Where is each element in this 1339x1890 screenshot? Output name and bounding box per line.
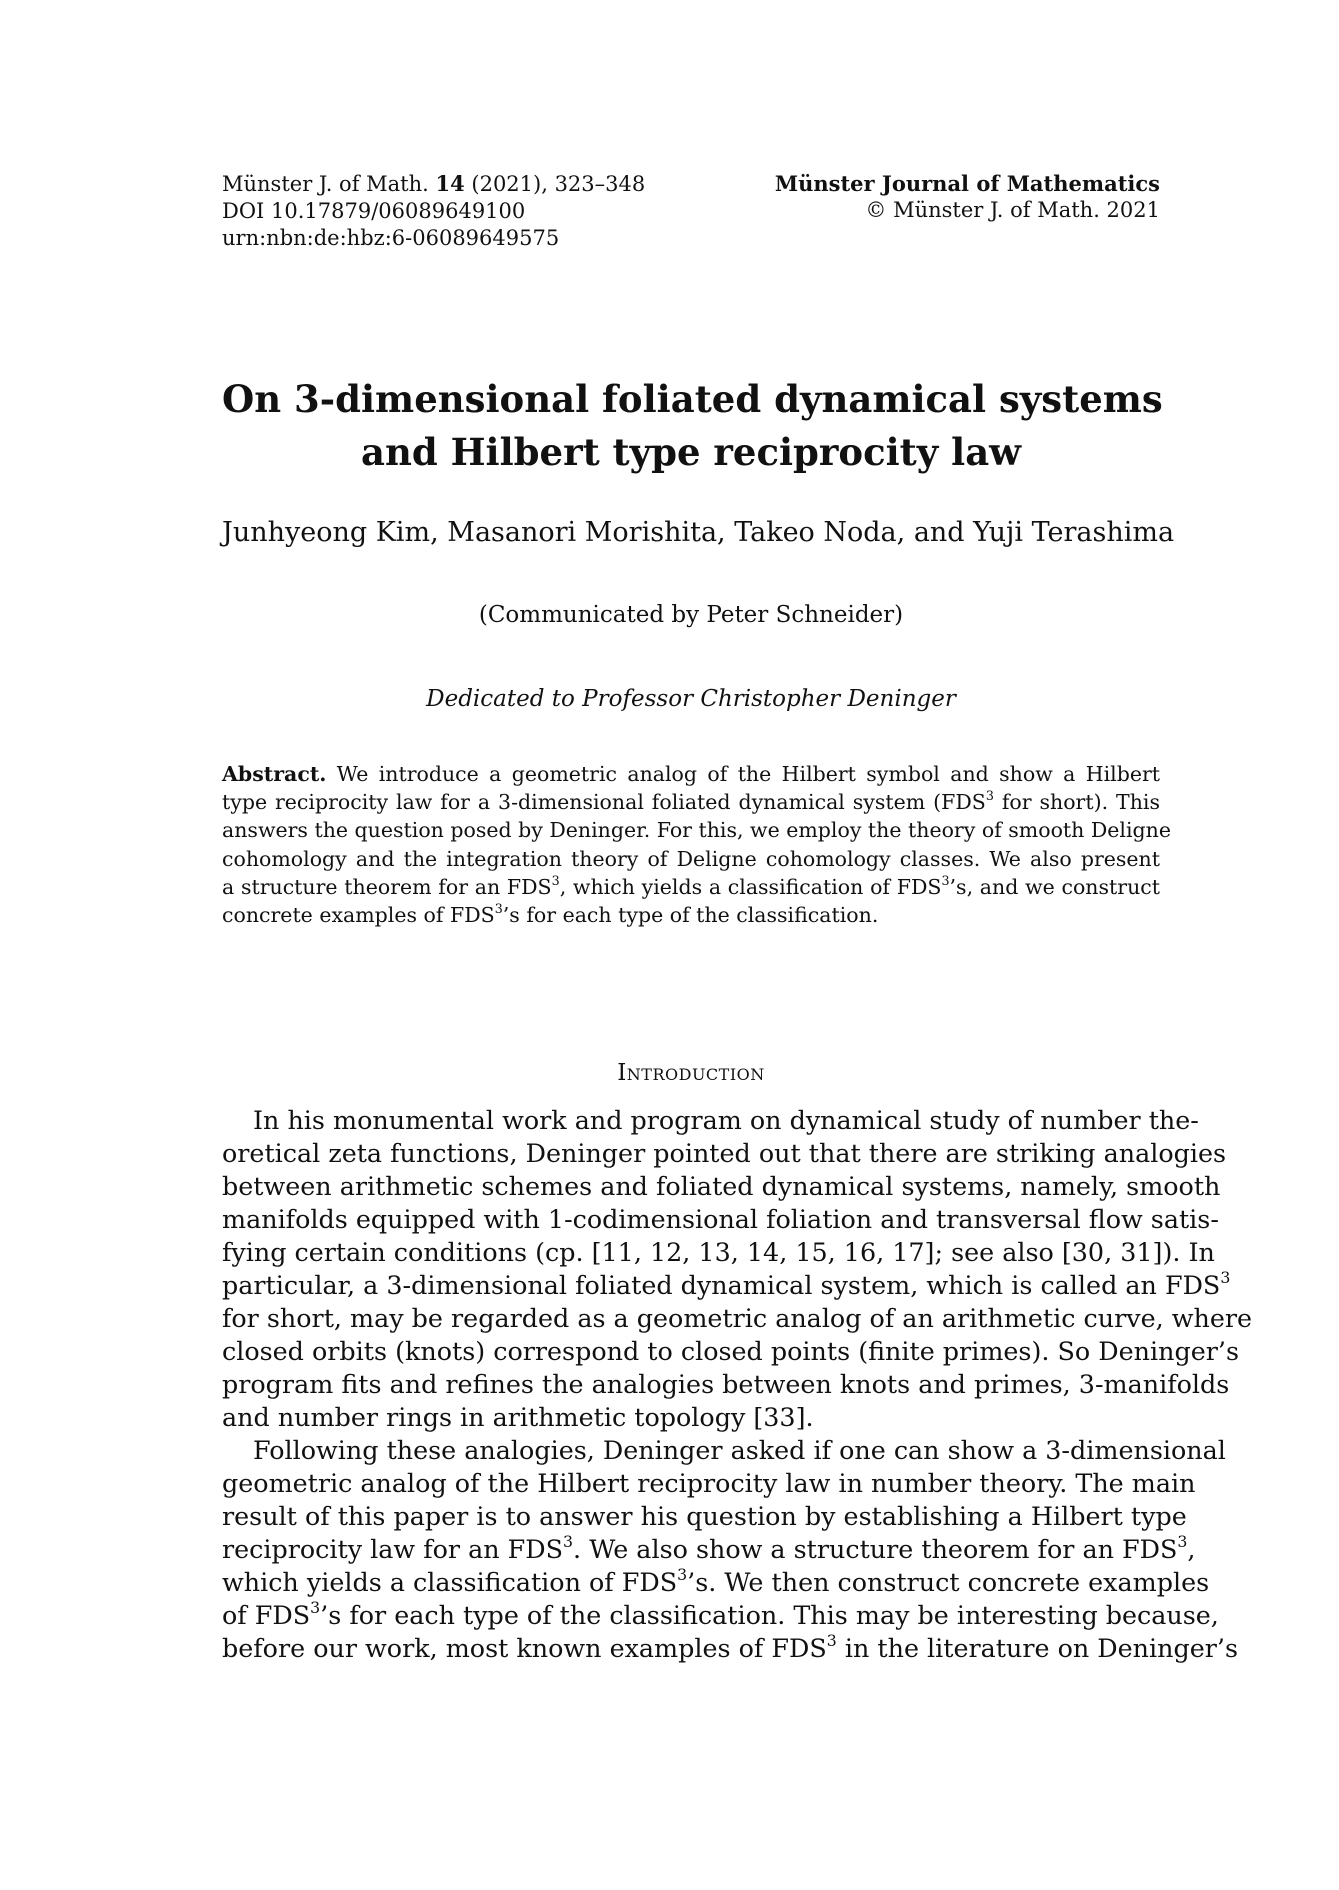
superscript: 3 xyxy=(494,900,503,916)
text-run: fying certain conditions (cp. [11, 12, 13, 14, 15, 16, 17]; see also [30, 31]). In xyxy=(222,1237,1215,1267)
superscript: 3 xyxy=(1177,1531,1188,1551)
text-run: closed orbits (knots) correspond to closed points (finite primes). So Deninger’s xyxy=(222,1336,1239,1366)
text-run: manifolds equipped with 1-codimensional foliation and transversal flow satis- xyxy=(222,1204,1219,1234)
journal-block xyxy=(775,170,1160,224)
title-line: and Hilbert type reciprocity law xyxy=(360,430,1022,474)
paper-page xyxy=(222,0,1253,1890)
text-run: We introduce a geometric analog of the Hilbert symbol and show a Hilbert xyxy=(326,762,1160,786)
copyright-line: © Münster J. of Math. 2021 xyxy=(865,198,1160,222)
superscript: 3 xyxy=(563,1531,574,1551)
text-run: reciprocity law for an FDS xyxy=(222,1534,564,1564)
text-line xyxy=(222,1302,1253,1335)
body-text xyxy=(222,1104,1253,1665)
superscript: 3 xyxy=(826,1630,837,1650)
citation-block xyxy=(222,170,645,252)
text-run: , which yields a classification of FDS xyxy=(559,874,942,899)
text-line xyxy=(222,1104,1199,1137)
text-run: between arithmetic schemes and foliated dynamical systems, namely, smooth xyxy=(222,1171,1221,1201)
text-run: oretical zeta functions, Deninger pointed out that there are striking analogies xyxy=(222,1138,1227,1168)
text-line xyxy=(222,1170,1221,1203)
text-line xyxy=(222,1597,1219,1632)
text-line xyxy=(222,1203,1219,1236)
citation-line xyxy=(222,170,645,198)
text-run: in the literature on Deninger’s xyxy=(836,1633,1239,1663)
superscript: 3 xyxy=(941,872,950,888)
text-run: . We also show a structure theorem for an FDS xyxy=(573,1534,1178,1564)
superscript: 3 xyxy=(1220,1267,1231,1287)
text-line xyxy=(222,1267,1231,1302)
abstract xyxy=(222,760,1172,929)
text-run: for short). This xyxy=(993,790,1160,815)
superscript: 3 xyxy=(310,1597,321,1617)
text-run: Following these analogies, Deninger asked if one can show a 3-dimensional xyxy=(253,1435,1226,1465)
text-run: concrete examples of FDS xyxy=(222,903,495,928)
text-line xyxy=(222,845,1160,873)
text-run: ’s for each type of the classification. This may be interesting because, xyxy=(320,1600,1219,1630)
text-line xyxy=(222,1368,1230,1401)
text-run: particular, a 3-dimensional foliated dynamical system, which is called an FDS xyxy=(222,1270,1221,1300)
text-run: and number rings in arithmetic topology [33]. xyxy=(222,1402,814,1432)
text-run: of FDS xyxy=(222,1600,311,1630)
doi-line: DOI 10.17879/06089649100 xyxy=(222,199,526,223)
text-run: , xyxy=(1187,1534,1196,1564)
text-line xyxy=(222,816,1172,844)
text-line xyxy=(222,1236,1215,1269)
volume-number: 14 xyxy=(435,171,465,196)
text-line xyxy=(222,873,1160,901)
text-run: cohomology and the integration theory of Deligne cohomology classes. We also present xyxy=(222,846,1160,871)
text-run: geometric analog of the Hilbert reciprocity law in number theory. The main xyxy=(222,1468,1196,1498)
text-line xyxy=(222,1434,1226,1467)
text-line xyxy=(222,1137,1227,1170)
text-line xyxy=(222,1401,1160,1434)
journal-name: Münster Journal of Mathematics xyxy=(774,171,1160,196)
superscript: 3 xyxy=(677,1564,688,1584)
text-line xyxy=(222,1564,1210,1599)
communicated-by: (Communicated by Peter Schneider) xyxy=(478,602,904,628)
text-run: which yields a classification of FDS xyxy=(222,1567,678,1597)
text-line xyxy=(222,1531,1196,1566)
superscript: 3 xyxy=(551,872,560,888)
text-run: program fits and refines the analogies between knots and primes, 3-manifolds xyxy=(222,1369,1230,1399)
title-line: On 3-dimensional foliated dynamical systems xyxy=(222,377,1163,421)
text-line xyxy=(222,1335,1239,1368)
text-line xyxy=(222,1467,1196,1500)
text-line xyxy=(222,1630,1239,1665)
text-line xyxy=(222,760,1160,788)
dedication: Dedicated to Professor Christopher Deninger xyxy=(426,686,956,712)
text-run: ’s for each type of the classification. xyxy=(502,903,879,928)
text-run: ’s. We then construct concrete examples xyxy=(687,1567,1210,1597)
text-run: type reciprocity law for a 3-dimensional foliated dynamical system (FDS xyxy=(222,790,986,815)
text-run: answers the question posed by Deninger. For this, we employ the theory of smooth Deligne xyxy=(222,818,1172,843)
text-run: result of this paper is to answer his question by establishing a Hilbert type xyxy=(222,1501,1187,1531)
text-run: a structure theorem for an FDS xyxy=(222,874,552,899)
citation-pages: (2021), 323–348 xyxy=(464,172,646,196)
author-list: Junhyeong Kim, Masanori Morishita, Takeo Noda, and Yuji Terashima xyxy=(222,517,1175,548)
text-run: before our work, most known examples of FDS xyxy=(222,1633,827,1663)
citation-text: Münster J. of Math. xyxy=(222,172,436,196)
superscript: 3 xyxy=(985,788,994,804)
paper-title xyxy=(222,373,1163,479)
abstract-label: Abstract. xyxy=(222,762,327,786)
section-heading: Introduction xyxy=(617,1060,765,1086)
text-line xyxy=(222,901,1160,929)
text-line xyxy=(222,788,1160,816)
text-run: ’s, and we construct xyxy=(949,874,1160,899)
text-line xyxy=(222,1500,1187,1533)
text-run: In his monumental work and program on dynamical study of number the- xyxy=(253,1105,1199,1135)
text-run: for short, may be regarded as a geometric analog of an arithmetic curve, where xyxy=(222,1303,1253,1333)
urn-line: urn:nbn:de:hbz:6-06089649575 xyxy=(222,226,560,250)
